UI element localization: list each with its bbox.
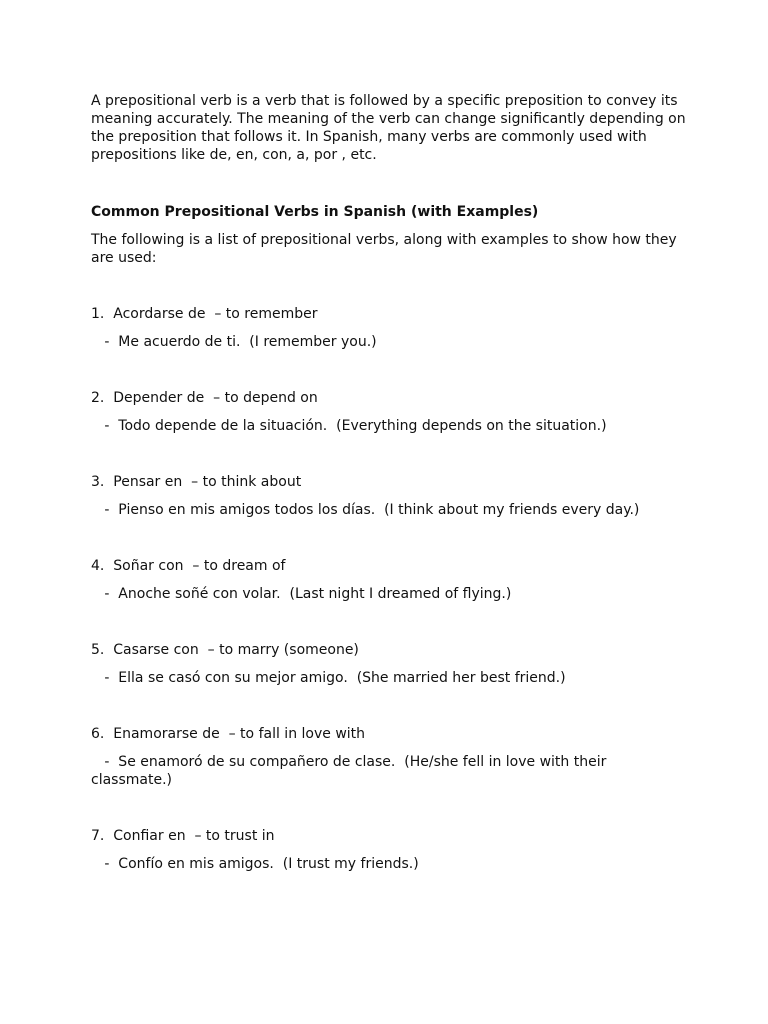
verb-example: - Confío en mis amigos. (I trust my friends.)	[91, 856, 419, 872]
verb-definition: 2. Depender de – to depend on	[91, 390, 318, 406]
list-item	[91, 473, 686, 519]
section-heading: Common Prepositional Verbs in Spanish (with Examples)	[91, 204, 539, 220]
verb-definition: 6. Enamorarse de – to fall in love with	[91, 726, 366, 742]
list-item	[91, 725, 686, 789]
verb-example: - Todo depende de la situación. (Everything depends on the situation.)	[91, 418, 607, 434]
lead-paragraph: The following is a list of prepositional verbs, along with examples to show how they are used:	[91, 232, 677, 266]
verb-example: - Anoche soñé con volar. (Last night I dreamed of flying.)	[91, 586, 512, 602]
verb-list	[91, 305, 686, 873]
list-item	[91, 641, 686, 687]
list-item	[91, 305, 686, 351]
list-item	[91, 389, 686, 435]
verb-definition: 4. Soñar con – to dream of	[91, 558, 286, 574]
list-item	[91, 557, 686, 603]
verb-definition: 1. Acordarse de – to remember	[91, 306, 318, 322]
verb-definition: 7. Confiar en – to trust in	[91, 828, 275, 844]
verb-example: - Ella se casó con su mejor amigo. (She married her best friend.)	[91, 670, 566, 686]
intro-paragraph: A prepositional verb is a verb that is followed by a specific preposition to convey its meaning accurately. The meaning of the verb can change significantly depending on the preposition that follows it. In Spanish, many verbs are commonly used with prepositions like de, en, con, a, por , etc.	[91, 93, 686, 163]
verb-example: - Me acuerdo de ti. (I remember you.)	[91, 334, 377, 350]
verb-definition: 5. Casarse con – to marry (someone)	[91, 642, 359, 658]
verb-example: - Pienso en mis amigos todos los días. (I think about my friends every day.)	[91, 502, 640, 518]
verb-example: - Se enamoró de su compañero de clase. (He/she fell in love with their classmate.)	[91, 754, 611, 788]
list-item	[91, 827, 686, 873]
verb-definition: 3. Pensar en – to think about	[91, 474, 302, 490]
